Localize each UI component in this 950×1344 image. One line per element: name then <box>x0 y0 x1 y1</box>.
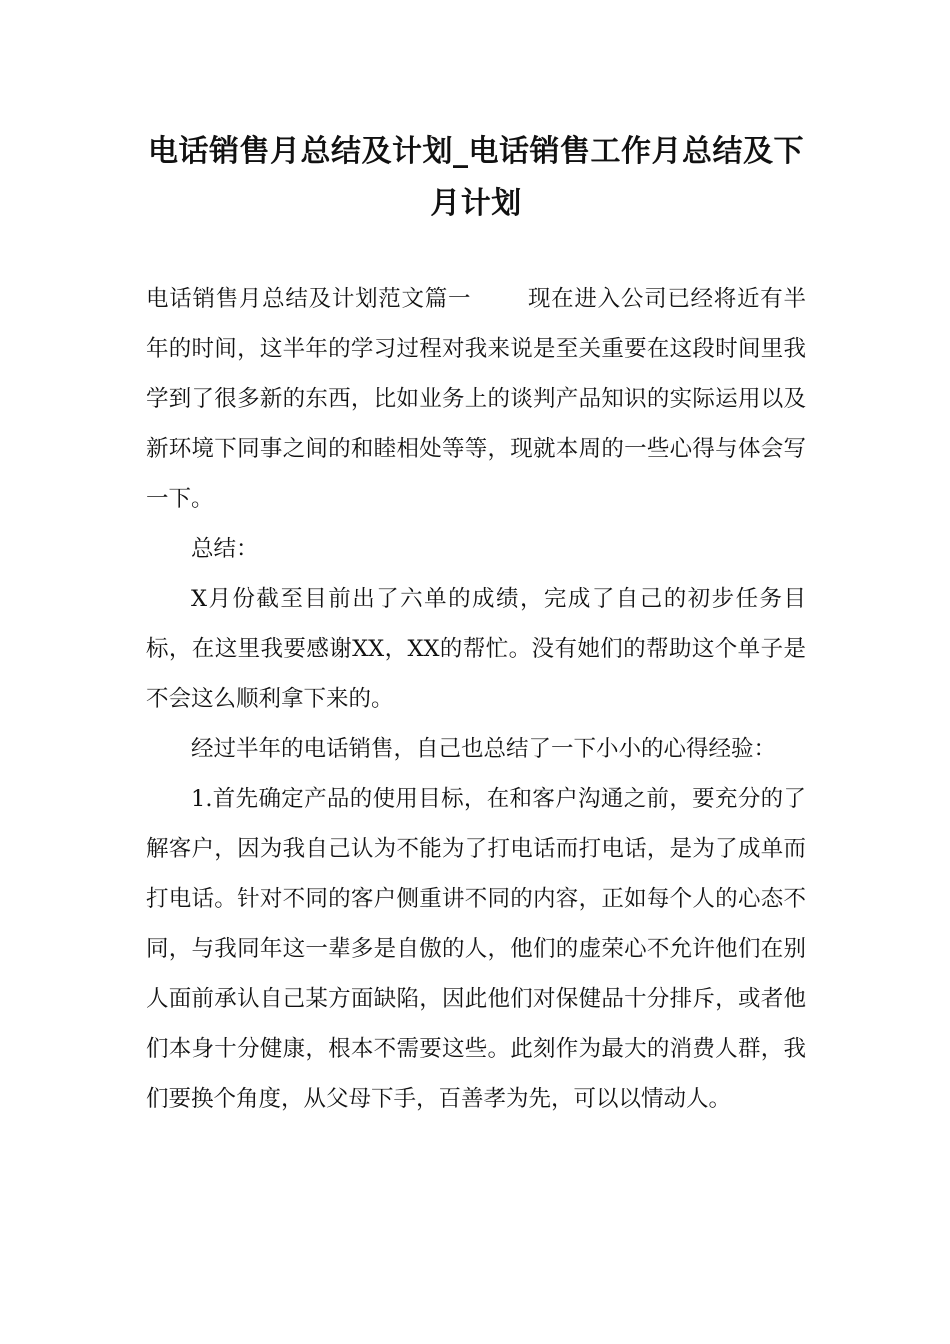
paragraph-text: 1.首先确定产品的使用目标，在和客户沟通之前，要充分的了解客户，因为我自己认为不能为了打电话而打电话，是为了成单而打电话。针对不同的客户侧重讲不同的内容，正如每个人的心态不同，与我同年这一辈多是自傲的人，他们的虚荣心不允许他们在别人面前承认自己某方面缺陷，因此他们对保健品十分排斥，或者他们本身十分健康，根本不需要这些。此刻作为最大的消费人群，我们要换个角度，从父母下手，百善孝为先，可以以情动人。 <box>146 786 806 1112</box>
paragraph-text: 现在进入公司已经将近有半年的时间，这半年的学习过程对我来说是至关重要在这段时间里我学到了很多新的东西，比如业务上的谈判产品知识的实际运用以及新环境下同事之间的和睦相处等等，现就本周的一些心得与体会写一下。 <box>146 286 806 512</box>
document-body <box>146 274 806 1124</box>
summary-label: 总结： <box>191 536 259 562</box>
document-title: 电话销售月总结及计划_电话销售工作月总结及下月计划 <box>148 134 804 221</box>
document-page <box>146 126 806 1124</box>
intro-heading: 电话销售月总结及计划范文篇一 <box>146 286 472 312</box>
intro-paragraph <box>146 274 806 524</box>
paragraph-text: X月份截至目前出了六单的成绩，完成了自己的初步任务目标，在这里我要感谢XX，XX的帮忙。没有她们的帮助这个单子是不会这么顺利拿下来的。 <box>146 586 806 712</box>
paragraph-text: 经过半年的电话销售，自己也总结了一下小小的心得经验： <box>191 736 777 762</box>
